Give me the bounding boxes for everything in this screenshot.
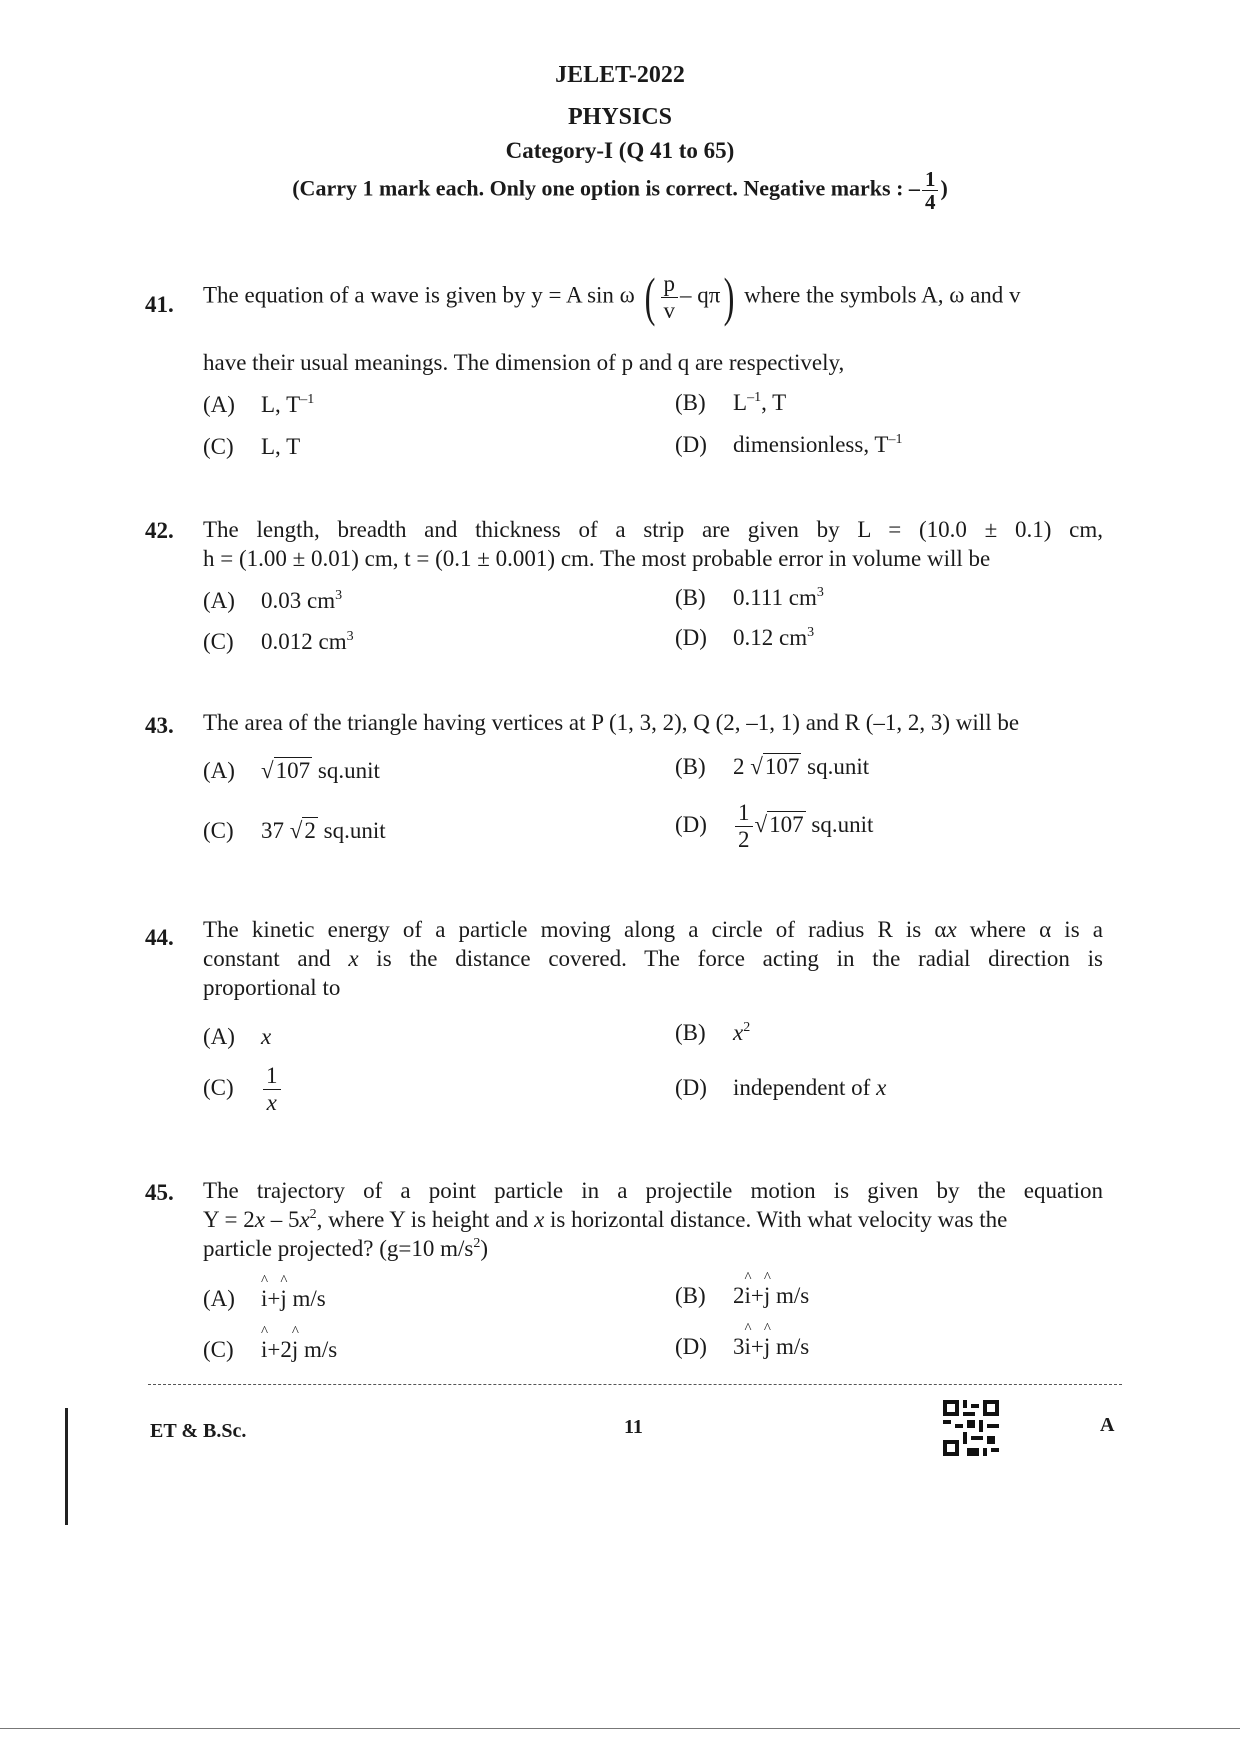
question-number-44: 44. [145,925,174,950]
footer-divider [148,1384,1122,1385]
question-45-text: The trajectory of a point particle in a projectile motion is given by the equation $Y = 2x - 5x^2$, where Y is height and x is horizontal distance. With what velocity was the particle projected? (g=10 $m/s^2$) [203,1178,1103,1261]
question-43-text: The area of the triangle having vertices at P (1, 3, 2), Q (2, –1, 1) and R (–1, 2, 3) will be [203,710,1020,735]
question-44-text: The kinetic energy of a particle moving along a circle of radius R is αx where α is a constant and x is the distance covered. The force acting in the radial direction is proportional to [203,917,1103,1000]
page-bottom-line [0,1728,1240,1729]
q43-option-c[interactable]: (C) 37 √2 sq.unit [203,818,386,843]
set-code: A [1100,1414,1115,1436]
q42-option-b[interactable]: (B) 0.111 $cm^3$ [675,585,824,610]
q42-option-d[interactable]: (D) 0.12 $cm^3$ [675,625,815,650]
question-41-line2: have their usual meanings. The dimension of p and q are respectively, [203,350,845,375]
q45-option-d[interactable]: (D) 3^ i+^ j m/s [675,1334,809,1360]
instructions: (Carry 1 mark each. Only one option is correct. Negative marks : – $\frac{1}{4}$ ) [292,167,948,214]
category-title: Category-I (Q 41 to 65) [505,138,735,163]
q41-option-d[interactable]: (D) dimensionless, $T^{-1}$ [675,432,903,457]
q44-option-c[interactable]: (C) $\frac{1}{x}$ [203,1063,283,1116]
q42-option-c[interactable]: (C) 0.012 $cm^3$ [203,629,354,654]
qr-code-icon [943,1400,999,1456]
question-42-text: The length, breadth and thickness of a strip are given by L = (10.0 ± 0.1) cm, h = (1.00 ± 0.01) cm, t = (0.1 ± 0.001) cm. The most probable error in volume will be [203,517,1103,571]
q41-option-a[interactable]: (A) L, $T^{-1}$ [203,392,315,417]
page-number: 11 [624,1416,643,1438]
q44-option-a[interactable]: (A) x [203,1024,272,1049]
subject-title: PHYSICS [567,104,673,130]
q45-option-a[interactable]: (A)^ i+^ j m/s [203,1286,326,1312]
q42-option-a[interactable]: (A) 0.03 $cm^3$ [203,588,343,613]
q43-option-b[interactable]: (B) 2 √107 sq.unit [675,754,870,779]
question-number-43: 43. [145,713,174,738]
question-number-41: 41. [145,292,174,317]
q43-option-a[interactable]: (A) √107 sq.unit [203,758,380,783]
q44-option-d[interactable]: (D) independent of x [675,1075,887,1100]
q44-option-b[interactable]: (B) $x^2$ [675,1020,751,1045]
q43-option-d[interactable]: (D) $\frac{1}{2}$ √107 sq.unit [675,800,874,852]
footer-course: ET & B.Sc. [150,1420,247,1442]
margin-mark [65,1408,68,1525]
question-41-line1: The equation of a wave is given by y = A sin ω ( $\frac{p}{v}$ – qπ) where the symbols A, ω and v [203,267,1021,327]
question-number-42: 42. [145,518,174,543]
exam-title: JELET-2022 [555,62,685,88]
q41-option-b[interactable]: (B) $L^{-1}$, T [675,390,787,415]
q41-option-c[interactable]: (C) L, T [203,434,301,459]
q45-option-b[interactable]: (B) 2^ i+^ j m/s [675,1283,809,1309]
q45-option-c[interactable]: (C)^ i+2^ j m/s [203,1337,337,1363]
question-number-45: 45. [145,1180,174,1205]
